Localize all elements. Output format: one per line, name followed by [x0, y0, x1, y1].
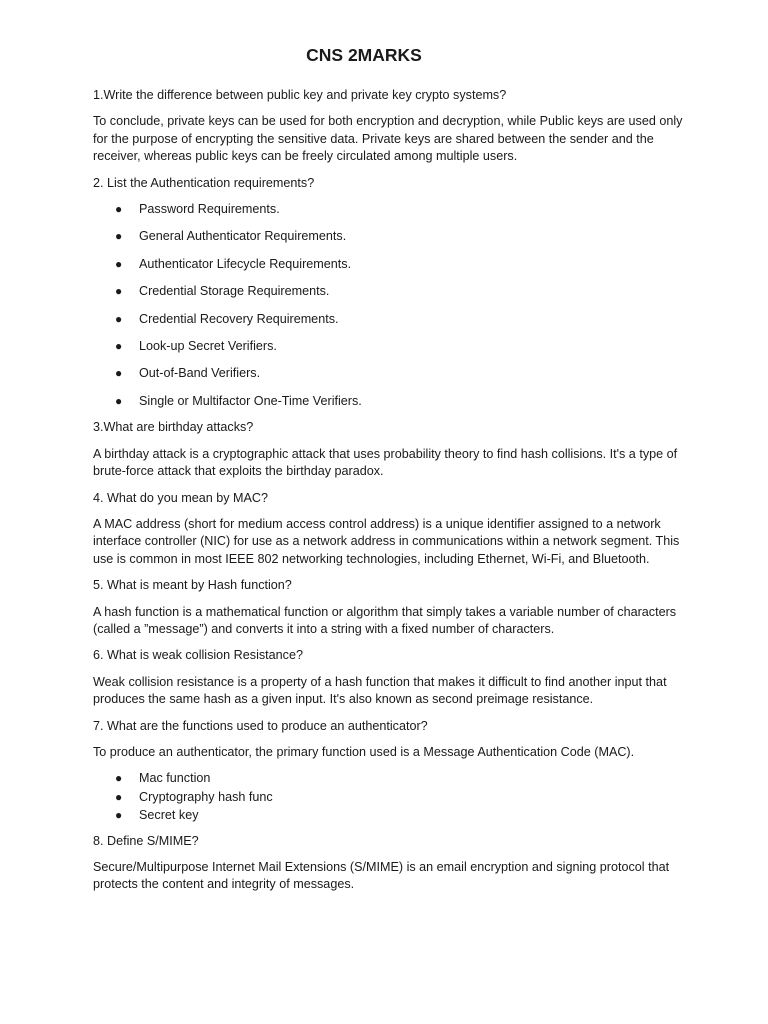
answer-6: Weak collision resistance is a property of a hash function that makes it difficult to find another input that produces the same hash as a given input. It's also known as second preimage resistance. [93, 674, 667, 707]
list-item: ● Out-of-Band Verifiers. [93, 365, 683, 382]
list-item: ● Look-up Secret Verifiers. [93, 338, 683, 355]
question-3: 3.What are birthday attacks? [93, 420, 254, 435]
bullet-icon: ● [115, 339, 123, 354]
page-title: CNS 2MARKS [306, 45, 422, 65]
auth-requirements-list [93, 201, 683, 410]
list-item: ● Authenticator Lifecycle Requirements. [93, 256, 683, 273]
answer-8: Secure/Multipurpose Internet Mail Extensions (S/MIME) is an email encryption and signing protocol that protects the content and integrity of messages. [93, 860, 670, 892]
bullet-icon: ● [115, 284, 123, 299]
list-item: ● General Authenticator Requirements. [93, 228, 683, 245]
document-body [93, 87, 683, 903]
question-1: 1.Write the difference between public key and private key crypto systems? [93, 88, 507, 102]
answer-3: A birthday attack is a cryptographic attack that uses probability theory to find hash collisions. It's a type of brute-force attack that exploits the birthday paradox. [93, 446, 678, 479]
list-item: ● Password Requirements. [93, 201, 683, 218]
bullet-icon: ● [115, 789, 123, 804]
list-item: ● Credential Storage Requirements. [93, 283, 683, 300]
answer-7: To produce an authenticator, the primary function used is a Message Authentication Code (MAC). [93, 744, 635, 759]
list-item: ● Secret key [93, 807, 683, 824]
bullet-icon: ● [115, 229, 123, 244]
bullet-icon: ● [115, 393, 123, 408]
bullet-icon: ● [115, 202, 123, 217]
question-2: 2. List the Authentication requirements? [93, 175, 315, 190]
list-item: ● Credential Recovery Requirements. [93, 311, 683, 328]
answer-4: A MAC address (short for medium access control address) is a unique identifier assigned to a network interface controller (NIC) for use as a network address in communications within a network segment. This use is common in most IEEE 802 networking technologies, including Ethernet, Wi-Fi, and Bluetooth. [93, 516, 680, 566]
question-6: 6. What is weak collision Resistance? [93, 648, 303, 663]
bullet-icon: ● [115, 808, 123, 823]
list-item: ● Single or Multifactor One-Time Verifiers. [93, 393, 683, 410]
list-item: ● Cryptography hash func [93, 789, 683, 806]
list-item: ● Mac function [93, 770, 683, 787]
question-7: 7. What are the functions used to produce an authenticator? [93, 718, 428, 733]
bullet-icon: ● [115, 366, 123, 381]
authenticator-functions-list [93, 770, 683, 824]
bullet-icon: ● [115, 256, 123, 271]
bullet-icon: ● [115, 311, 123, 326]
question-5: 5. What is meant by Hash function? [93, 578, 292, 593]
question-4: 4. What do you mean by MAC? [93, 490, 268, 505]
question-8: 8. Define S/MIME? [93, 833, 199, 848]
answer-5: A hash function is a mathematical function or algorithm that simply takes a variable number of characters (called a ”message”) and converts it into a string with a fixed number of characters. [93, 604, 677, 636]
bullet-icon: ● [115, 771, 123, 786]
answer-1: To conclude, private keys can be used for both encryption and decryption, while Public keys are used only for the purpose of encrypting the sensitive data. Private keys are shared between the sender and the receiver, whereas public keys can be freely circulated among multiple users. [93, 114, 683, 164]
